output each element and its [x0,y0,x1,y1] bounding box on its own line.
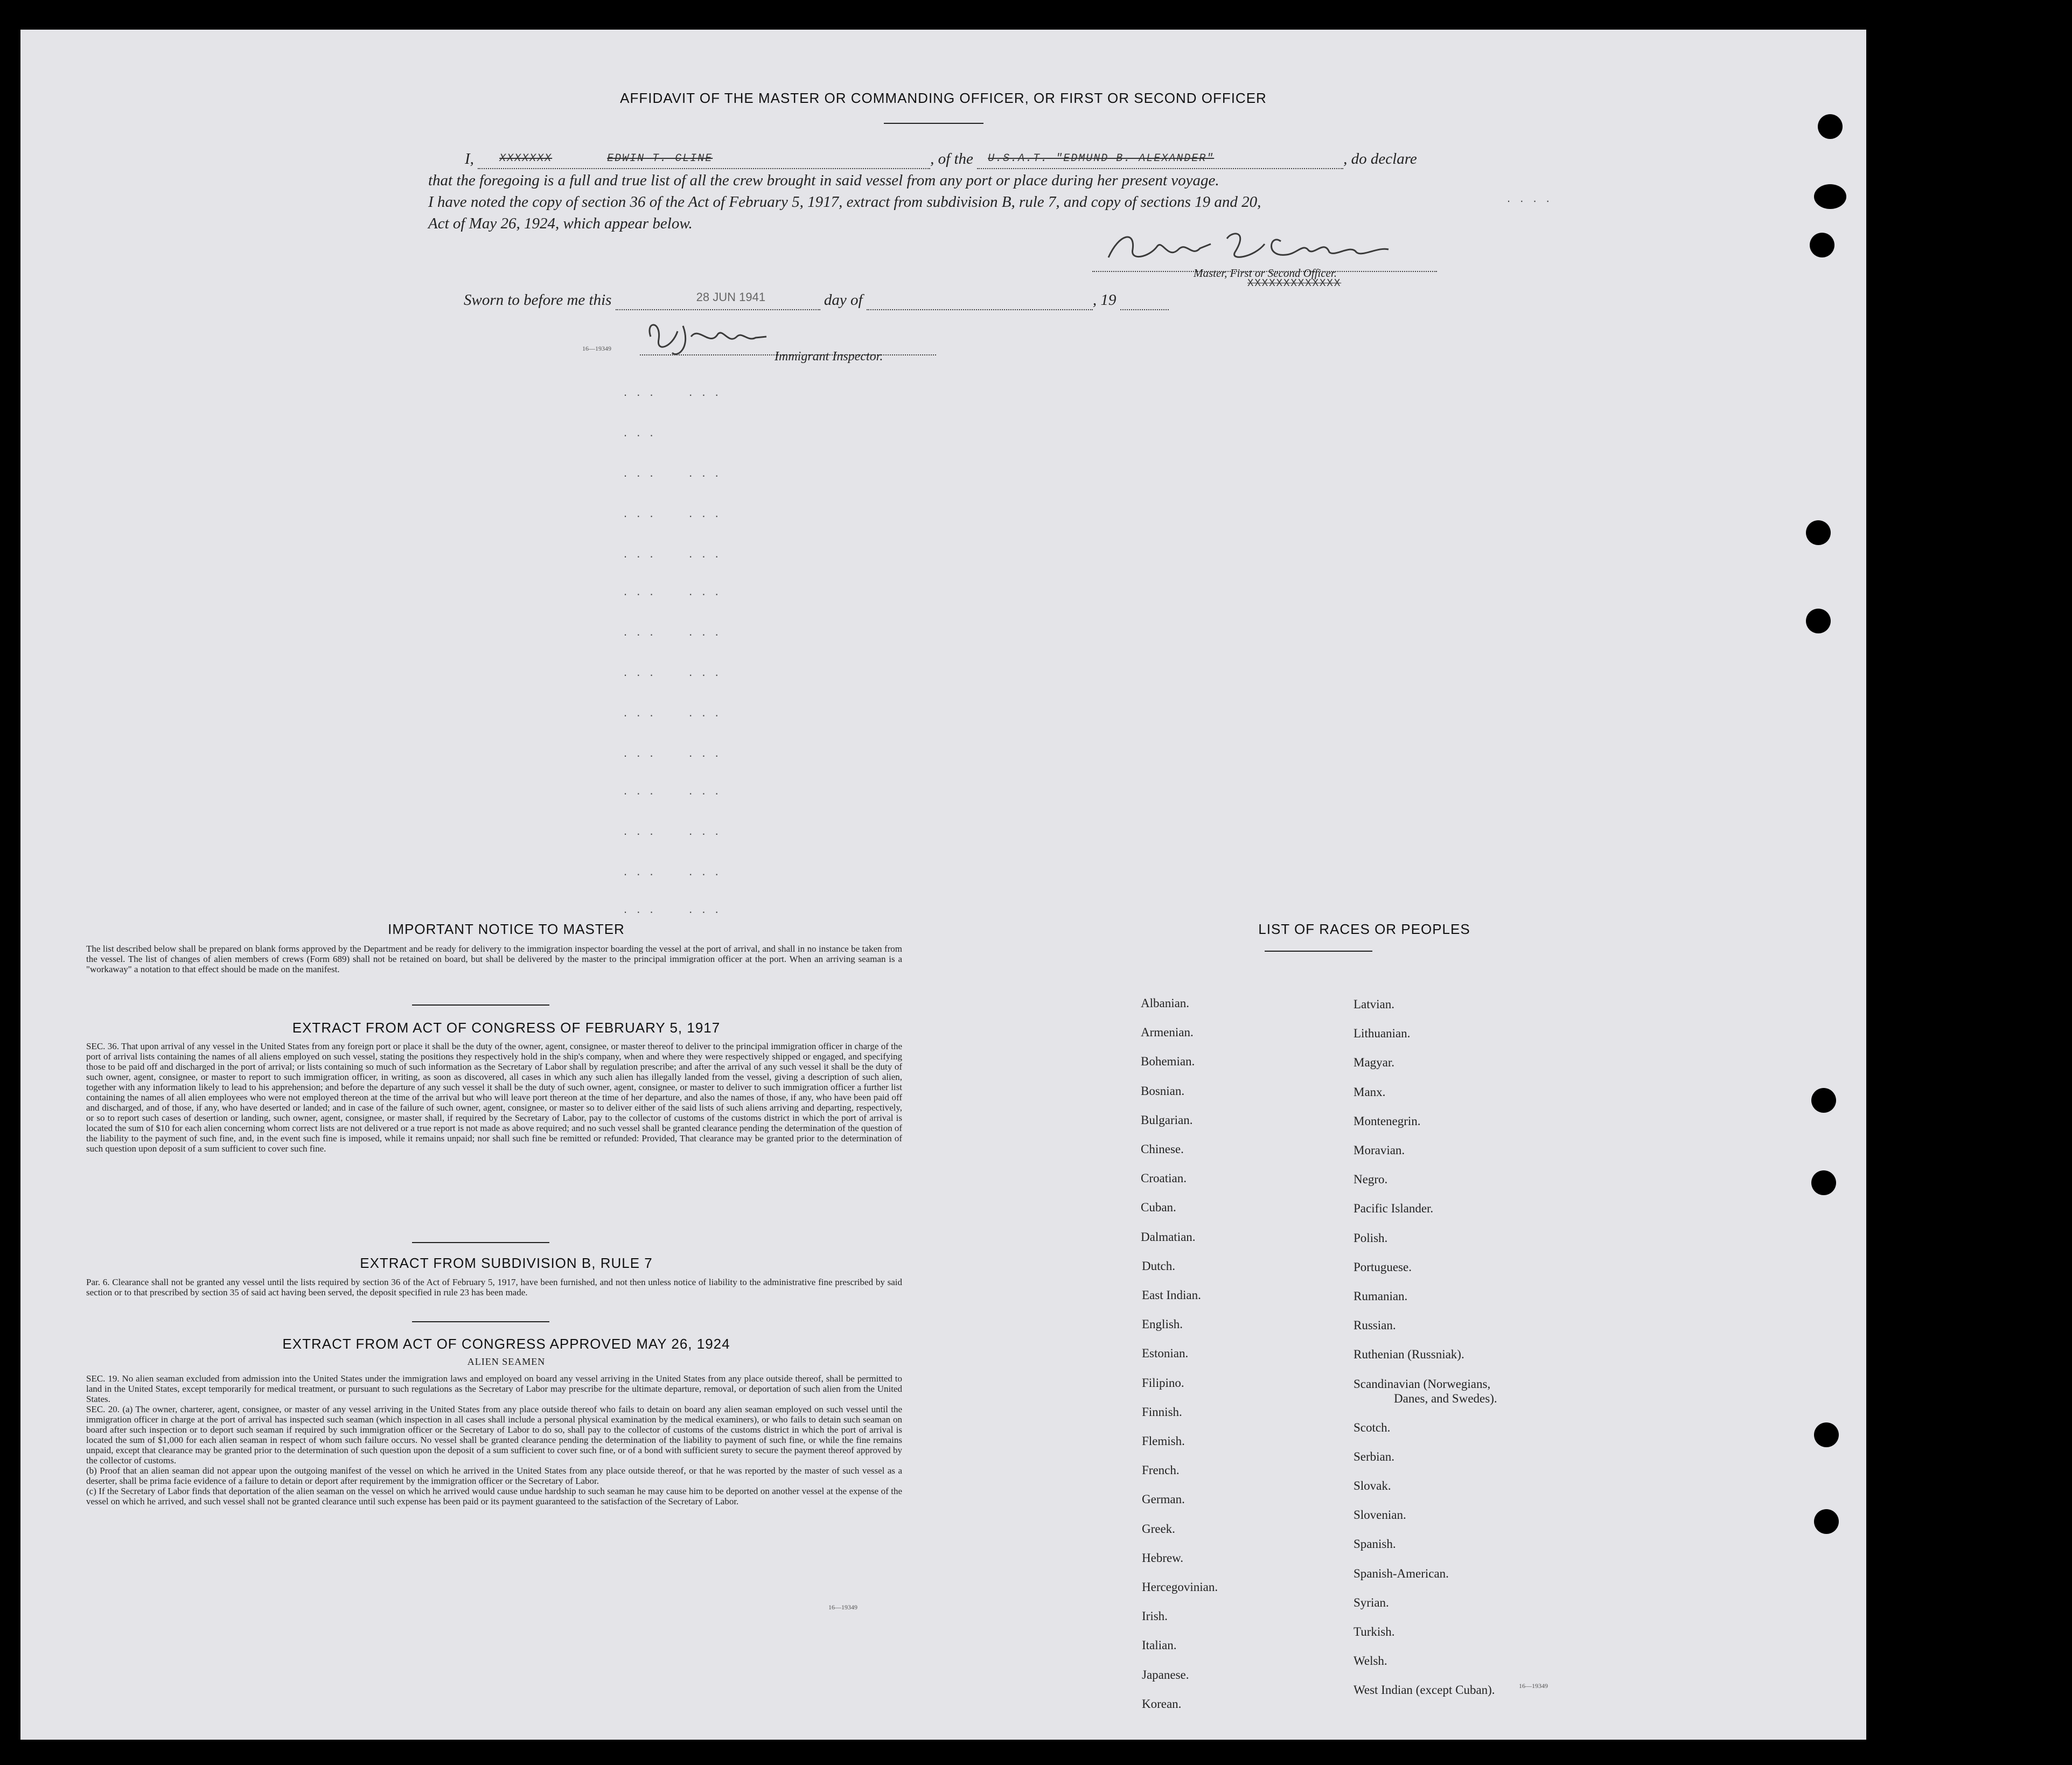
race-item-left: Hercegovinian. [1142,1580,1218,1594]
blank-dots: . . . . . . [624,746,722,759]
notice-rule [412,1004,549,1006]
do-declare-label: , do declare [1343,150,1417,168]
race-item-right: Latvian. [1354,997,1394,1011]
race-item-left: English. [1142,1317,1183,1331]
blank-dots: . . . . . . [624,584,722,598]
race-item-left: Hebrew. [1142,1551,1184,1565]
year-prefix: , 19 [1092,291,1117,309]
binder-hole [1806,520,1831,545]
blank-dots: . . . . . . [624,706,722,719]
sworn-date-stamp: 28 JUN 1941 [696,290,766,304]
i-label: I, [465,150,474,168]
race-item-left: Korean. [1142,1697,1182,1711]
races-title: LIST OF RACES OR PEOPLES [1258,921,1470,937]
binder-hole [1810,233,1834,257]
race-item-right: Spanish-American. [1354,1567,1449,1580]
race-item-left: Cuban. [1141,1201,1176,1214]
race-item-left: Dutch. [1142,1259,1175,1273]
race-item-right: Lithuanian. [1354,1027,1411,1040]
binder-hole [1814,1422,1839,1447]
race-item-left: Bosnian. [1141,1084,1185,1098]
subdivision-title: EXTRACT FROM SUBDIVISION B, RULE 7 [360,1255,653,1271]
extract-1917-title: EXTRACT FROM ACT OF CONGRESS OF FEBRUARY 5, 1917 [292,1020,721,1036]
extract-1924-title: EXTRACT FROM ACT OF CONGRESS APPROVED MAY 26, 1924 [282,1336,730,1352]
race-item-right: Pacific Islander. [1354,1202,1434,1215]
race-item-left: Croatian. [1141,1171,1187,1185]
form-number-left: 16—19349 [828,1603,857,1611]
binder-hole [1811,1170,1836,1195]
blank-dots: . . . . . . [624,824,722,838]
race-item-right: Negro. [1354,1173,1388,1186]
race-item-right: Serbian. [1354,1450,1395,1463]
race-item-left: German. [1142,1492,1185,1506]
race-item-right: Magyar. [1354,1056,1395,1069]
race-item-left: Filipino. [1142,1376,1184,1390]
extract-1917-text: SEC. 36. That upon arrival of any vessel in the United States from any foreign port or place it shall be the duty of the owner, agent, consignee, or master thereof to deliver to the principal immigration officer in charge of the port of arrival lists containing the names of all aliens employed on such vessel, stating the positions they respectively hold in the ship's company, when and where they were respectively shipped or engaged, and specifying those to be paid off and discharged in the port of arrival; or lists containing so much of such information as the Secretary of Labor shall by regulation prescribe; and after the arrival of any such vessel it shall be the duty of such owner, agent, consignee, or master to report to such immigration officer, in writing, as soon as discovered, all cases in which any such alien has illegally landed from the vessel, giving a description of such alien, together with any information likely to lead to his apprehension; and before the departure of any such vessel it shall be the duty of such owner, agent, consignee, or master to deliver to such immigration officer a further list containing the names of all alien employees who were not employed thereon at the time of the arrival but who will leave port thereon at the time of her departure, and also the names of those, if any, who have been paid off and discharged, and of those, if any, who have deserted or landed; and in case of the failure of such owner, agent, consignee, or master so to deliver either of the said lists of such aliens arriving and departing, respectively, or so to report such cases of desertion or landing, such owner, agent, consignee, or master shall, if required by the Secretary of Labor, pay to the collector of customs of the customs district in which the port of arrival is located the sum of $10 for each alien concerning whom correct lists are not delivered or a true report is not made as above required; and no such vessel shall be granted clearance pending the determination of the question of the liability to the payment of such fine, and, in the event such fine is imposed, while it remains unpaid; nor shall such fine be remitted or refunded: Provided, That clearance may be granted prior to the determination of such question upon deposit of a sum sufficient to cover such fine. [86,1041,902,1154]
blank-dots: . . . . . . [624,625,722,638]
stray-dots: . . . . [1507,191,1553,205]
blank-dots: . . . . . . [624,784,722,797]
race-item-right: West Indian (except Cuban). [1354,1683,1495,1697]
sec20c-text: (c) If the Secretary of Labor finds that deportation of the alien seaman on the vessel on which he arrived would cause undue hardship to such seaman he may cause him to be deported on another vessel at the expense of the vessel on which he arrived, and such vessel shall not be granted clearance until such expense has been paid or its payment guaranteed to the satisfaction of the Secretary of Labor. [86,1486,902,1506]
binder-hole [1814,1509,1839,1534]
race-item-right: Manx. [1354,1085,1386,1099]
blank-dots: . . . . . . [624,466,722,479]
race-item-left: Chinese. [1141,1142,1184,1156]
race-item-left: Dalmatian. [1141,1230,1196,1244]
race-item-right: Russian. [1354,1318,1396,1332]
blank-dots: . . . . . . [624,902,722,916]
extract-1917-rule [412,1242,549,1243]
binder-hole [1811,1088,1836,1113]
vessel-field [977,150,1343,169]
race-item-right: Slovenian. [1354,1508,1406,1522]
binder-hole [1806,609,1831,633]
subdivision-text: Par. 6. Clearance shall not be granted any vessel until the lists required by section 36 of the Act of February 5, 1917, have been furnished, and not then unless notice of liability to the administrative fine prescribed by said section or to that prescribed by section 35 of said act having been served, the deposit specified in rule 23 has been made. [86,1277,902,1297]
race-item-right: Polish. [1354,1231,1388,1245]
race-item-left: Flemish. [1142,1434,1185,1448]
race-item-left: Bohemian. [1141,1055,1195,1068]
sworn-label: Sworn to before me this [464,291,612,309]
binder-hole [1818,114,1843,139]
notice-title: IMPORTANT NOTICE TO MASTER [388,921,625,937]
race-item-right: Scandinavian (Norwegians, [1354,1377,1491,1391]
races-rule [1265,951,1372,952]
sec20b-text: (b) Proof that an alien seaman did not appear upon the outgoing manifest of the vessel on which he arrived in the United States from any place outside thereof, or that he was reported by the master of such vessel as a deserter, shall be prima facie evidence of a failure to detain or deport after requirement by the immigration officer or the Secretary of Labor. [86,1466,902,1486]
signature-caption: Master, First or Second Officer. [1194,267,1337,280]
declaration-line-3: I have noted the copy of section 36 of the Act of February 5, 1917, extract from subdivision B, rule 7, and copy of sections 19 and 20, [428,193,1261,211]
sworn-line [464,291,1169,310]
signature-caption-struck: XXXXXXXXXXXXX [1247,277,1342,289]
race-item-left: Bulgarian. [1141,1113,1193,1127]
declaration-line-2: that the foregoing is a full and true list of all the crew brought in said vessel from any port or place during her present voyage. [428,172,1219,189]
race-item-left: Irish. [1142,1609,1168,1623]
blank-dots: . . . . . . [624,385,722,399]
vessel-name: U.S.A.T. "EDMUND B. ALEXANDER" [988,152,1215,165]
race-item-left: Japanese. [1142,1668,1189,1682]
race-item-left: Finnish. [1142,1405,1182,1419]
blank-dots: . . . . . . [624,864,722,878]
affidavit-title: AFFIDAVIT OF THE MASTER OR COMMANDING OFFICER, OR FIRST OR SECOND OFFICER [620,90,1267,106]
subdivision-rule [412,1321,549,1322]
inspector-signature [640,315,775,358]
blank-dots: . . . [624,425,657,439]
blank-dots: . . . . . . [624,665,722,679]
title-rule [884,123,983,124]
sec20a-text: SEC. 20. (a) The owner, charterer, agent, consignee, or master of any vessel arriving in the United States from any place outside thereof who fails to detain on board any alien seaman employed on such vessel until the immigration officer in charge at the port of arrival has inspected such seaman (which inspection in all cases shall include a personal physical examination by the medical examiners), or who fails to detain such seaman on board after such inspection or to deport such seaman if required by such immigration officer or the Secretary of Labor to do so, shall pay to the collector of customs of the customs district in which the port of arrival is located the sum of $1,000 for each alien seaman in respect of whom such failure occurs. No vessel shall be granted clearance pending the determination of the liability to payment of such fine, or while the fine remains unpaid, except that clearance may be granted prior to the determination of such question upon the deposit of a sum sufficient to cover such fine, or of a bond with sufficient surety to secure the payment thereof approved by the collector of customs. [86,1404,902,1466]
form-number-right: 16—19349 [1519,1682,1548,1690]
race-item-right: Rumanian. [1354,1289,1408,1303]
race-item-right: Welsh. [1354,1654,1387,1668]
extract-1924-subtitle: ALIEN SEAMEN [467,1356,546,1367]
sec19-text: SEC. 19. No alien seaman excluded from admission into the United States under the immigration laws and employed on board any vessel arriving in the United States from any place outside thereof, shall be permitted to land in the United States, except temporarily for medical treatment, or pursuant to such regulations as the Secretary of Labor may prescribe for the ultimate departure, removal, or deportation of such alien from the United States. [86,1373,902,1404]
month-field [867,291,1093,310]
master-name-field [478,150,930,169]
extract-1924-body [86,1373,902,1506]
race-item-right: Turkish. [1354,1625,1395,1638]
race-item-right: Ruthenian (Russniak). [1354,1348,1464,1361]
race-item-left: Italian. [1142,1638,1177,1652]
declaration-line-4: Act of May 26, 1924, which appear below. [428,215,693,232]
document-page [20,30,1866,1740]
form-number-top: 16—19349 [582,345,611,352]
master-signature [1103,228,1394,266]
blank-dots: . . . . . . [624,547,722,560]
race-item-left: Greek. [1142,1522,1175,1536]
race-item-right: Scotch. [1354,1421,1391,1434]
year-field [1120,291,1169,310]
struck-prefix: XXXXXXX [499,152,553,165]
race-item-right: Spanish. [1354,1537,1396,1551]
race-item-left: Albanian. [1141,996,1190,1010]
race-item-left: East Indian. [1142,1288,1201,1302]
race-item-left: French. [1142,1463,1180,1477]
race-item-right: Slovak. [1354,1479,1391,1492]
blank-dots: . . . . . . [624,506,722,520]
race-item-right: Portuguese. [1354,1260,1412,1274]
of-the-label: , of the [930,150,973,168]
master-name: EDWIN T. CLINE [607,152,713,165]
notice-text: The list described below shall be prepared on blank forms approved by the Department and be ready for delivery to the immigration inspector boarding the vessel at the port of arrival, and shall in no instance be taken from the vessel. The list of changes of alien members of crews (Form 689) shall not be retained on board, but shall be delivered by the master to the principal immigration officer at the port. When an arriving seaman is a "workaway" a notation to that effect should be made on the manifest. [86,944,902,974]
race-item-left: Estonian. [1142,1347,1189,1360]
race-item-right: Syrian. [1354,1596,1389,1609]
day-of-label: day of [824,291,863,309]
race-item-left: Armenian. [1141,1025,1194,1039]
inspector-caption: Immigrant Inspector. [775,350,883,364]
race-item-right: Moravian. [1354,1143,1405,1157]
race-item-right: Montenegrin. [1354,1114,1421,1128]
sworn-date-field [616,291,820,310]
declaration-line-1 [465,150,1477,169]
race-item-right: Danes, and Swedes). [1394,1392,1497,1405]
binder-hole [1814,184,1846,209]
